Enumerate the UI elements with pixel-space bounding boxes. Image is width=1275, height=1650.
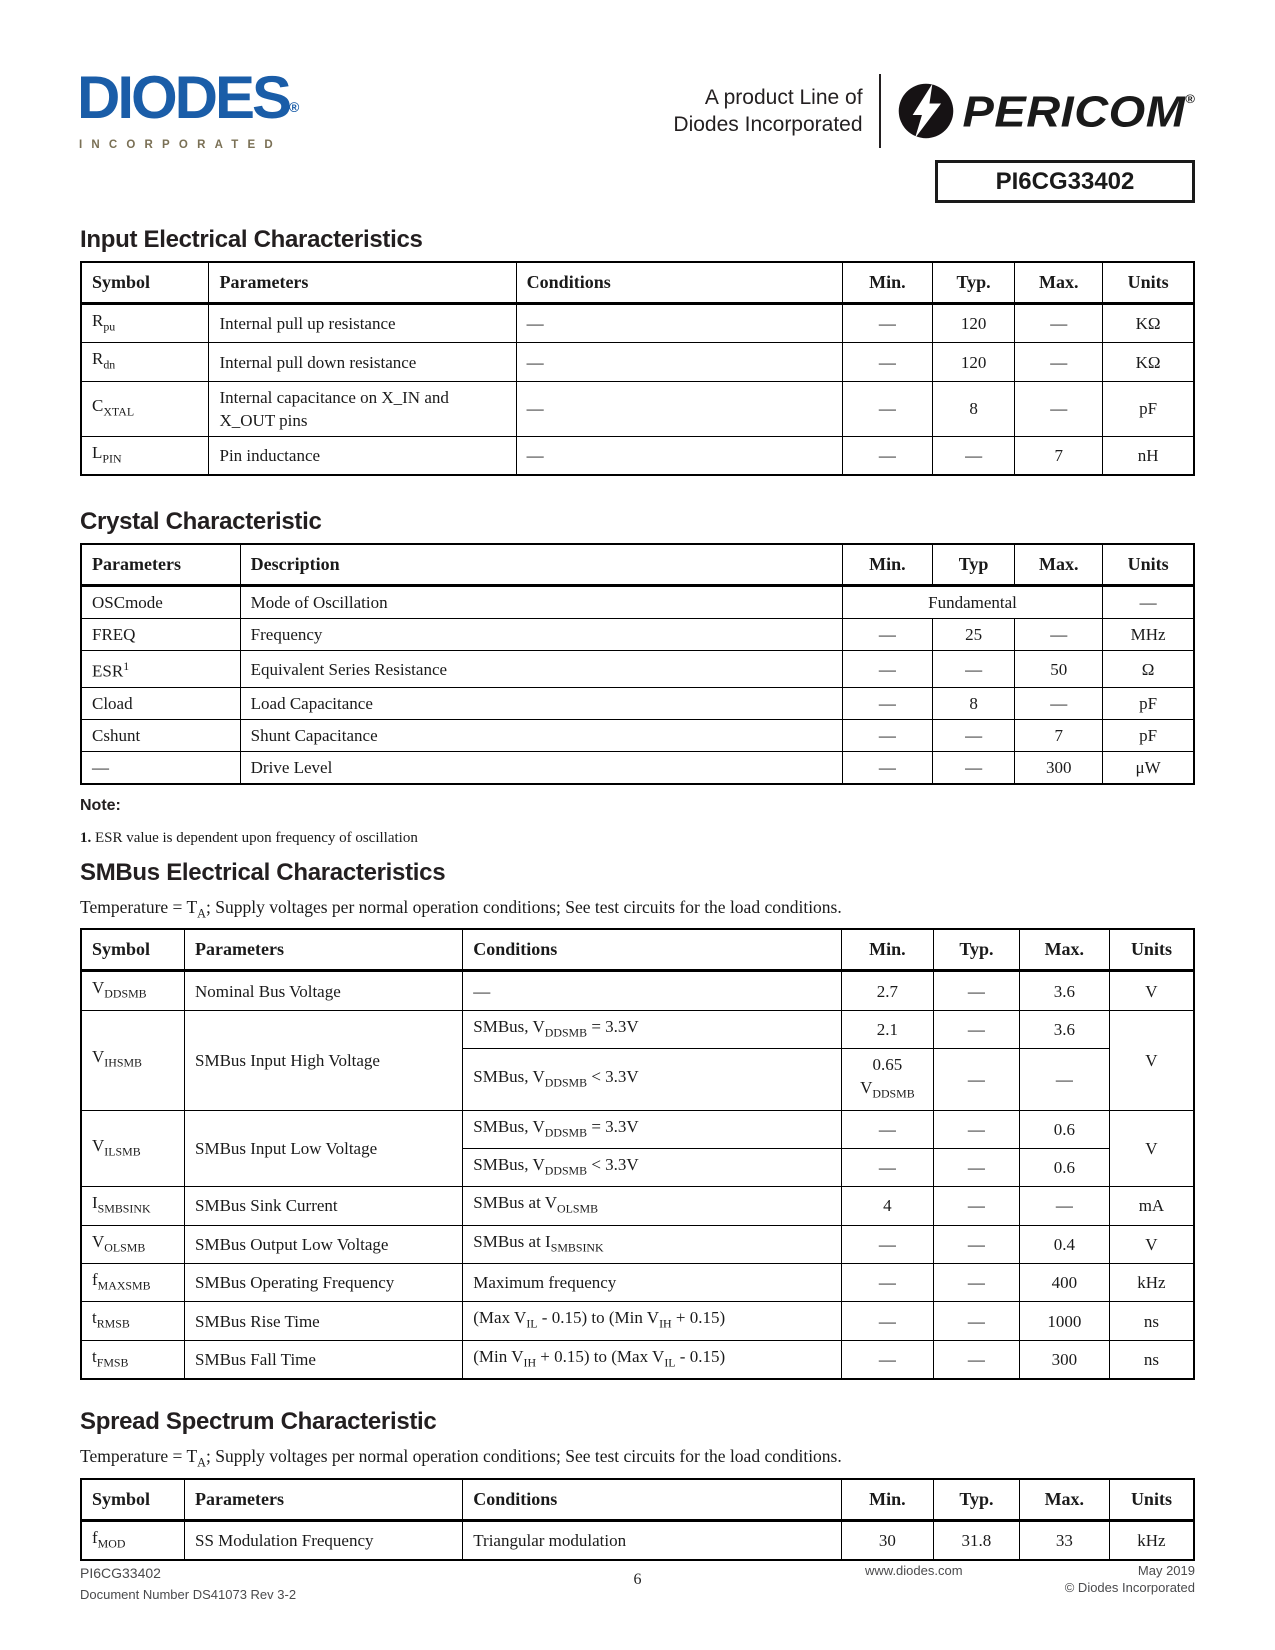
- table-row: [81, 1264, 1194, 1302]
- table-cell: Internal pull down resistance: [209, 343, 516, 381]
- table-cell: 7: [1015, 719, 1103, 751]
- table-cell: mA: [1109, 1187, 1194, 1225]
- page-number: 6: [633, 1571, 642, 1588]
- table-cell: FREQ: [81, 619, 240, 651]
- table-row: [81, 719, 1194, 751]
- table-cell: Maximum frequency: [463, 1264, 841, 1302]
- table-cell: SMBus Sink Current: [185, 1187, 463, 1225]
- table-cell: 7: [1015, 436, 1103, 475]
- table-cell: V: [1109, 971, 1194, 1010]
- table-cell: 31.8: [934, 1520, 1020, 1560]
- page-footer: [80, 1563, 1195, 1605]
- table-cell: (Max $V_{IL} - 0.15$) to (Min $V_{IH} + 0.15$): [463, 1302, 841, 1340]
- column-header: Max.: [1015, 544, 1103, 586]
- table-cell: —: [516, 343, 842, 381]
- table-row: [81, 1225, 1194, 1263]
- table-cell: —: [934, 971, 1020, 1010]
- table-header-row: [81, 262, 1194, 304]
- table-cell: 0.4: [1019, 1225, 1109, 1263]
- table-cell: —: [932, 436, 1014, 475]
- column-header: Symbol: [81, 929, 185, 971]
- footer-left: [80, 1563, 410, 1605]
- table-cell: 120: [932, 304, 1014, 343]
- table-cell: —: [1015, 619, 1103, 651]
- diodes-wordmark: DIODES®: [77, 64, 300, 131]
- table-cell: —: [842, 687, 932, 719]
- table-cell: kHz: [1109, 1264, 1194, 1302]
- section-crystal-characteristic: [80, 508, 1195, 847]
- table-cell: 3.6: [1019, 1010, 1109, 1048]
- section-input-electrical-characteristics: [80, 226, 1195, 476]
- table-cell: 120: [932, 343, 1014, 381]
- diodes-incorporated-label: INCORPORATED: [79, 139, 282, 151]
- table-cell: 8: [932, 687, 1014, 719]
- input-table: [80, 261, 1195, 476]
- table-cell: $V_{OLSMB}$: [81, 1225, 185, 1263]
- column-header: Units: [1109, 929, 1194, 971]
- table-cell: SS Modulation Frequency: [185, 1520, 463, 1560]
- table-cell: —: [81, 751, 240, 784]
- table-cell: pF: [1103, 687, 1194, 719]
- table-cell: 2.7: [841, 971, 933, 1010]
- table-cell: Equivalent Series Resistance: [240, 651, 842, 688]
- table-cell: —: [934, 1148, 1020, 1186]
- section-title: Spread Spectrum Characteristic: [80, 1408, 437, 1436]
- table-cell: —: [463, 971, 841, 1010]
- table-cell: SMBus Fall Time: [185, 1340, 463, 1379]
- table-cell: KΩ: [1103, 343, 1194, 381]
- spread-table: [80, 1478, 1195, 1561]
- table-header-row: [81, 929, 1194, 971]
- table-cell: SMBus, $V_{DDSMB} = 3.3V$: [463, 1010, 841, 1048]
- pericom-wordmark: PERICOM®: [962, 86, 1195, 136]
- pericom-brand-block: [673, 74, 1195, 148]
- table-cell: —: [1015, 687, 1103, 719]
- table-cell: —: [934, 1340, 1020, 1379]
- table-cell: SMBus, $V_{DDSMB} < 3.3V$: [463, 1148, 841, 1186]
- section-smbus-electrical-characteristics: [80, 859, 1195, 1380]
- table-cell: $f_{MOD}$: [81, 1520, 185, 1560]
- footer-copyright: © Diodes Incorporated: [1064, 1580, 1195, 1595]
- table-cell: KΩ: [1103, 304, 1194, 343]
- table-cell: 2.1: [841, 1010, 933, 1048]
- table-cell: pF: [1103, 381, 1194, 436]
- crystal-table: [80, 543, 1195, 785]
- table-cell: Load Capacitance: [240, 687, 842, 719]
- footer-date: May 2019: [1137, 1563, 1195, 1578]
- table-cell: V: [1109, 1225, 1194, 1263]
- section-title: SMBus Electrical Characteristics: [80, 858, 446, 886]
- table-cell: —: [842, 343, 932, 381]
- column-header: Parameters: [185, 1479, 463, 1521]
- table-cell: 30: [841, 1520, 933, 1560]
- pericom-logo-icon: [897, 82, 955, 140]
- table-cell: kHz: [1109, 1520, 1194, 1560]
- table-cell: pF: [1103, 719, 1194, 751]
- spread-table-container: [80, 1478, 1195, 1561]
- table-cell: —: [841, 1148, 933, 1186]
- table-cell: $R_{pu}$: [81, 304, 209, 343]
- table-cell: Drive Level: [240, 751, 842, 784]
- table-cell: SMBus Input High Voltage: [185, 1010, 463, 1110]
- table-cell: SMBus, $V_{DDSMB} = 3.3V$: [463, 1110, 841, 1148]
- table-cell: —: [934, 1110, 1020, 1148]
- footer-doc-number: Document Number DS41073 Rev 3-2: [80, 1586, 297, 1602]
- table-cell: SMBus Operating Frequency: [185, 1264, 463, 1302]
- table-cell: —: [934, 1302, 1020, 1340]
- table-cell: 300: [1015, 751, 1103, 784]
- table-row: [81, 651, 1194, 688]
- table-cell: 8: [932, 381, 1014, 436]
- table-row: [81, 436, 1194, 475]
- column-header: Max.: [1015, 262, 1103, 304]
- section-spread-spectrum-characteristic: [80, 1408, 1195, 1561]
- table-cell: —: [1019, 1187, 1109, 1225]
- table-cell: —: [842, 381, 932, 436]
- table-cell: —: [934, 1264, 1020, 1302]
- table-cell: Fundamental: [842, 586, 1102, 619]
- table-cell: 0.65 $V_{DDSMB}$: [841, 1049, 933, 1110]
- table-cell: —: [934, 1010, 1020, 1048]
- page-header: [77, 64, 1195, 220]
- column-header: Typ.: [934, 929, 1020, 971]
- table-row: [81, 304, 1194, 343]
- table-row: [81, 1010, 1194, 1048]
- table-cell: V: [1109, 1010, 1194, 1110]
- table-cell: —: [932, 651, 1014, 688]
- table-cell: —: [841, 1340, 933, 1379]
- table-cell: Ω: [1103, 651, 1194, 688]
- table-cell: —: [842, 436, 932, 475]
- registered-mark-icon: ®: [289, 99, 300, 115]
- diodes-logo: [77, 64, 300, 151]
- column-header: Symbol: [81, 262, 209, 304]
- smbus-table: [80, 928, 1195, 1380]
- table-cell: SMBus Rise Time: [185, 1302, 463, 1340]
- column-header: Description: [240, 544, 842, 586]
- column-header: Min.: [842, 544, 932, 586]
- table-cell: V: [1109, 1110, 1194, 1187]
- table-cell: SMBus Input Low Voltage: [185, 1110, 463, 1187]
- table-cell: —: [516, 304, 842, 343]
- column-header: Max.: [1019, 1479, 1109, 1521]
- conditions-note: Temperature = $T_A$; Supply voltages per normal operation conditions; See test circuits for the load conditions.: [80, 1446, 842, 1470]
- footer-part-number: PI6CG33402: [80, 1565, 161, 1581]
- table-cell: ESR$^1$: [81, 651, 240, 688]
- table-cell: 1000: [1019, 1302, 1109, 1340]
- table-cell: MHz: [1103, 619, 1194, 651]
- table-cell: $t_{FMSB}$: [81, 1340, 185, 1379]
- table-cell: $V_{IHSMB}$: [81, 1010, 185, 1110]
- table-cell: Cshunt: [81, 719, 240, 751]
- part-number: PI6CG33402: [995, 167, 1135, 195]
- column-header: Conditions: [516, 262, 842, 304]
- table-header-row: [81, 1479, 1194, 1521]
- table-cell: —: [932, 719, 1014, 751]
- registered-mark-icon: ®: [1185, 91, 1195, 106]
- note-label: Note:: [80, 796, 121, 814]
- input-table-container: [80, 261, 1195, 476]
- table-cell: ns: [1109, 1340, 1194, 1379]
- table-row: [81, 1520, 1194, 1560]
- table-row: [81, 971, 1194, 1010]
- table-cell: μW: [1103, 751, 1194, 784]
- column-header: Units: [1103, 262, 1194, 304]
- product-line-text: A product Line of Diodes Incorporated: [673, 85, 863, 136]
- table-cell: $f_{MAXSMB}$: [81, 1264, 185, 1302]
- table-row: [81, 687, 1194, 719]
- conditions-note: Temperature = $T_A$; Supply voltages per normal operation conditions; See test circuits for the load conditions.: [80, 896, 842, 921]
- table-cell: 25: [932, 619, 1014, 651]
- table-cell: —: [841, 1225, 933, 1263]
- table-cell: —: [932, 751, 1014, 784]
- part-number-box: [935, 160, 1195, 203]
- table-cell: —: [516, 436, 842, 475]
- table-cell: $L_{PIN}$: [81, 436, 209, 475]
- column-header: Typ: [932, 544, 1014, 586]
- table-cell: 50: [1015, 651, 1103, 688]
- table-cell: —: [1019, 1049, 1109, 1110]
- table-cell: $V_{DDSMB}$: [81, 971, 185, 1010]
- table-cell: $I_{SMBSINK}$: [81, 1187, 185, 1225]
- table-cell: SMBus Output Low Voltage: [185, 1225, 463, 1263]
- table-cell: —: [842, 304, 932, 343]
- column-header: Max.: [1019, 929, 1109, 971]
- table-cell: —: [1015, 343, 1103, 381]
- column-header: Min.: [842, 262, 932, 304]
- table-row: [81, 1110, 1194, 1148]
- table-cell: Frequency: [240, 619, 842, 651]
- table-row: [81, 1340, 1194, 1379]
- table-cell: SMBus at $V_{OLSMB}$: [463, 1187, 841, 1225]
- table-cell: —: [1015, 381, 1103, 436]
- column-header: Min.: [841, 929, 933, 971]
- table-cell: 400: [1019, 1264, 1109, 1302]
- table-cell: (Min $V_{IH} + 0.15$) to (Max $V_{IL} - 0.15$): [463, 1340, 841, 1379]
- table-cell: Internal capacitance on X_IN and X_OUT pins: [209, 381, 516, 436]
- table-row: [81, 1302, 1194, 1340]
- table-cell: 33: [1019, 1520, 1109, 1560]
- table-cell: —: [842, 719, 932, 751]
- crystal-table-container: [80, 543, 1195, 785]
- table-cell: $t_{RMSB}$: [81, 1302, 185, 1340]
- table-cell: $C_{XTAL}$: [81, 381, 209, 436]
- table-cell: 300: [1019, 1340, 1109, 1379]
- table-row: [81, 751, 1194, 784]
- section-title: Input Electrical Characteristics: [80, 226, 423, 253]
- table-cell: —: [841, 1302, 933, 1340]
- table-cell: —: [842, 651, 932, 688]
- footer-right: [865, 1563, 1195, 1599]
- footer-website: www.diodes.com: [865, 1563, 963, 1578]
- table-cell: Internal pull up resistance: [209, 304, 516, 343]
- table-cell: —: [516, 381, 842, 436]
- table-cell: —: [841, 1110, 933, 1148]
- table-cell: SMBus, $V_{DDSMB} < 3.3V$: [463, 1049, 841, 1110]
- table-cell: SMBus at $I_{SMBSINK}$: [463, 1225, 841, 1263]
- table-cell: ns: [1109, 1302, 1194, 1340]
- section-title: Crystal Characteristic: [80, 508, 322, 536]
- table-cell: 0.6: [1019, 1148, 1109, 1186]
- table-row: [81, 619, 1194, 651]
- column-header: Min.: [841, 1479, 933, 1521]
- table-cell: Triangular modulation: [463, 1520, 841, 1560]
- column-header: Symbol: [81, 1479, 185, 1521]
- table-cell: —: [934, 1225, 1020, 1263]
- table-cell: 3.6: [1019, 971, 1109, 1010]
- table-row: [81, 343, 1194, 381]
- table-row: [81, 1187, 1194, 1225]
- table-row: [81, 381, 1194, 436]
- table-cell: nH: [1103, 436, 1194, 475]
- table-cell: Mode of Oscillation: [240, 586, 842, 619]
- table-cell: $R_{dn}$: [81, 343, 209, 381]
- column-header: Conditions: [463, 929, 841, 971]
- table-cell: —: [841, 1264, 933, 1302]
- vertical-divider: [879, 74, 881, 148]
- table-cell: —: [934, 1187, 1020, 1225]
- table-cell: —: [842, 751, 932, 784]
- column-header: Units: [1103, 544, 1194, 586]
- column-header: Typ.: [932, 262, 1014, 304]
- column-header: Units: [1109, 1479, 1194, 1521]
- column-header: Typ.: [934, 1479, 1020, 1521]
- table-cell: —: [1015, 304, 1103, 343]
- table-cell: Cload: [81, 687, 240, 719]
- table-cell: 0.6: [1019, 1110, 1109, 1148]
- table-cell: Pin inductance: [209, 436, 516, 475]
- table-cell: Shunt Capacitance: [240, 719, 842, 751]
- note-text: 1. ESR value is dependent upon frequency of oscillation: [80, 829, 418, 846]
- table-cell: —: [1103, 586, 1194, 619]
- table-cell: Nominal Bus Voltage: [185, 971, 463, 1010]
- column-header: Parameters: [81, 544, 240, 586]
- column-header: Parameters: [209, 262, 516, 304]
- table-cell: $V_{ILSMB}$: [81, 1110, 185, 1187]
- table-cell: 4: [841, 1187, 933, 1225]
- column-header: Parameters: [185, 929, 463, 971]
- table-cell: —: [934, 1049, 1020, 1110]
- column-header: Conditions: [463, 1479, 841, 1521]
- table-cell: —: [842, 619, 932, 651]
- table-header-row: [81, 544, 1194, 586]
- smbus-table-container: [80, 928, 1195, 1380]
- table-row: [81, 586, 1194, 619]
- table-cell: OSCmode: [81, 586, 240, 619]
